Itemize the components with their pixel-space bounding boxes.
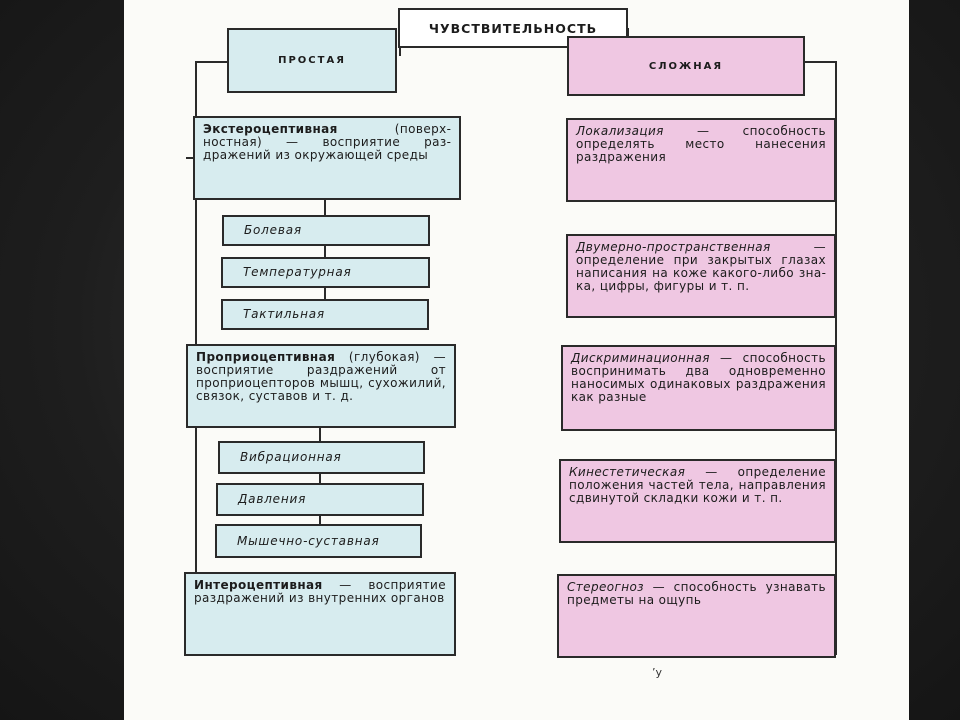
subtype-temperature: Температурная xyxy=(221,257,430,288)
kinesthetic-term: Кинестетическая xyxy=(569,465,686,479)
interoceptive-term: Интероцептивная xyxy=(194,578,323,592)
page-mark: ʼу xyxy=(652,666,663,679)
stereognosis-box xyxy=(557,574,836,658)
localization-box xyxy=(566,118,836,202)
subtype-tactile: Тактильная xyxy=(221,299,429,330)
exteroceptive-box xyxy=(193,116,461,200)
exteroceptive-term: Экстероцептивная xyxy=(203,122,338,136)
interoceptive-text: — восприятие раздражений из внутренних органов xyxy=(194,578,446,605)
discrimination-term: Дискриминационная xyxy=(571,351,710,365)
proprioceptive-box xyxy=(186,344,456,428)
kinesthetic-box xyxy=(559,459,836,543)
two-dimensional-term: Двумерно-пространственная xyxy=(576,240,771,254)
simple-header: ПРОСТАЯ xyxy=(227,28,397,93)
discrimination-text: — способность воспринимать два одновременно наносимых одинаковых раздражения как разные xyxy=(571,351,826,404)
stereognosis-term: Стереогноз xyxy=(567,580,644,594)
two-dimensional-box xyxy=(566,234,836,318)
localization-text: — способность определять место нанесения раздражения xyxy=(576,124,826,164)
proprioceptive-text: (глубокая) — восприятие раздражений от проприоцепторов мышц, сухожилий, связок, суставов и т. д. xyxy=(196,350,446,403)
stereognosis-text: — способность узнавать предметы на ощупь xyxy=(567,580,826,607)
subtype-vibration: Вибрационная xyxy=(218,441,425,474)
exteroceptive-text: (поверхностная) — восприятие раздражений из окружающей среды xyxy=(203,122,451,162)
discrimination-box xyxy=(561,345,836,431)
localization-term: Локализация xyxy=(576,124,664,138)
subtype-pressure: Давления xyxy=(216,483,424,516)
kinesthetic-text: — определение положения частей тела, направления сдвинутой складки кожи и т. п. xyxy=(569,465,826,505)
proprioceptive-term: Проприоцептивная xyxy=(196,350,336,364)
complex-header: СЛОЖНАЯ xyxy=(567,36,805,96)
subtype-pain: Болевая xyxy=(222,215,430,246)
interoceptive-box xyxy=(184,572,456,656)
two-dimensional-text: — определение при закрытых глазах написания на коже какого-либо знака, цифры, фигуры и т. п. xyxy=(576,240,826,293)
diagram-title: ЧУВСТВИТЕЛЬНОСТЬ xyxy=(398,8,628,48)
subtype-musculoarticular: Мышечно-суставная xyxy=(215,524,422,558)
